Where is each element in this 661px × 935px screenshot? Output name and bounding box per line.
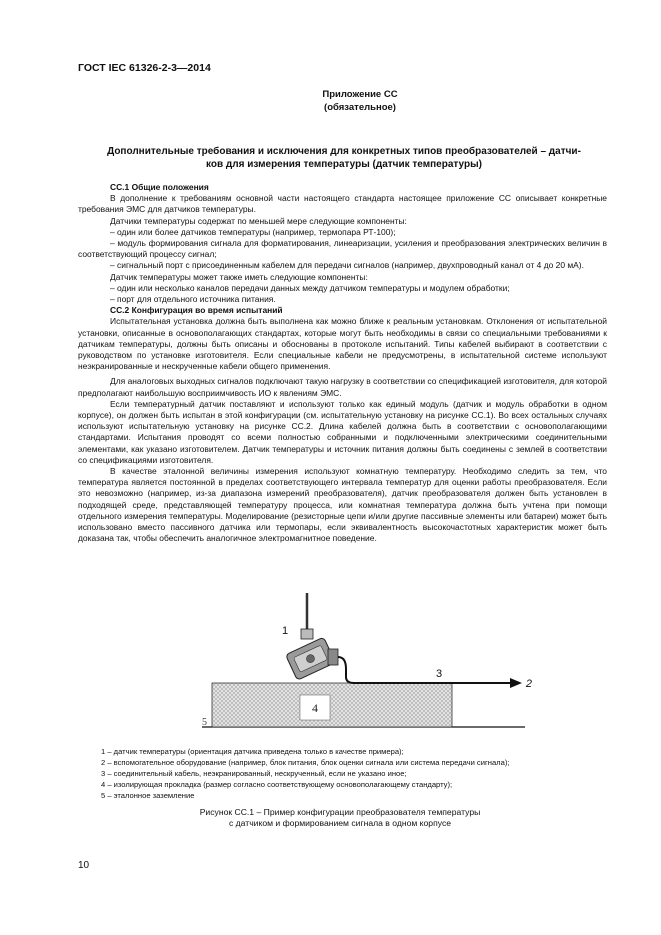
insulating-support [212,683,452,727]
annex-status: (обязательное) [324,102,396,113]
paragraph: Если температурный датчик поставляют и используют только как единый модуль (датчик и модуль обработки в одном корпусе), он должен быть испытан в этой конфигурации (см. испытательную установку на рисунке СС.1). Во всех остальных случаях используют испытательную установку на рисунке СС.2. Длина кабелей должна быть в соответствии с основополагающими стандартами. Испытания проводят со всеми полностью собранными и подключенными электрическими соединительными элементами, как указано изготовителем. Датчик температуры и источник питания должны быть соединены с землей в соответствии со спецификациями изготовителя. [78,398,607,465]
figure-caption-line1: Рисунок СС.1 – Пример конфигурации преобразователя температуры [199,807,481,817]
legend-item: 1 – датчик температуры (ориентация датчика приведена только в качестве примера); [101,747,404,756]
list-item: – один или несколько каналов передачи данных между датчиком температуры и модулем обработки; [110,282,510,293]
standard-header: ГОСТ IEC 61326-2-3—2014 [78,62,211,74]
list-item: – модуль формирования сигнала для форматирования, линеаризации, усиления и преобразования электрических величин в соответствующий процессу сигнал; [78,238,607,260]
list-item: – порт для отдельного источника питания. [110,294,276,305]
figure-cc1 [190,585,530,735]
annex-title: Приложение СС [322,89,398,100]
paragraph: Датчик температуры может также иметь следующие компоненты: [110,271,368,282]
cable-arrow [510,678,522,688]
figure-caption-line2: с датчиком и формированием сигнала в одном корпусе [228,818,452,828]
list-item: – сигнальный порт с присоединенным кабелем для передачи сигналов (например, двухпроводный канал от 4 до 20 мА). [110,260,584,271]
figure-caption [160,807,520,829]
legend-item: 2 – вспомогательное оборудование (например, блок питания, блок оценки сигнала или система передачи сигнала); [101,758,510,767]
paragraph: Датчики температуры содержат по меньшей мере следующие компоненты: [110,215,407,226]
label-5: 5 [202,717,207,728]
page-number: 10 [78,860,90,871]
label-1: 1 [282,625,289,637]
label-4: 4 [312,701,318,715]
list-item: – один или более датчиков температуры (например, термопара РТ-100); [110,226,396,237]
cable-gland [328,649,338,665]
annex-heading-line1: Дополнительные требования и исключения для конкретных типов преобразователей – датчи- [107,146,581,157]
sensor-neck [301,629,313,639]
annex-heading-line2: ков для измерения температуры (датчик температуры) [206,159,482,170]
figure-legend [101,746,621,801]
label-3: 3 [436,668,443,680]
paragraph: В дополнение к требованиям основной части настоящего стандарта настоящее приложение СС описывает конкретные требования ЭМС для датчиков температуры. [78,193,607,215]
label-2: 2 [525,678,532,690]
section-heading-cc2: СС.2 Конфигурация во время испытаний [110,305,283,316]
legend-item: 4 – изолирующая прокладка (размер согласно соответствующему основополагающему стандарту); [101,780,453,789]
paragraph: Испытательная установка должна быть выполнена как можно ближе к реальным установкам. Отклонения от испытательной установки, описанные в основополагающих стандартах, которые могут быть необходимы в связи со специальными требованиями к датчикам температуры, должны быть описаны и обоснованы в протоколе испытаний. Типы кабелей выбирают в соответствии с руководством по установке изготовителя. Если специальные кабели не предусмотрены, в испытательной системе используют неэкранированные и нескрученные кабели общего применения. [78,316,607,372]
legend-item: 3 – соединительный кабель, неэкранированный, нескрученный, если не указано иное; [101,769,407,778]
section-heading-cc1: СС.1 Общие положения [110,182,209,192]
legend-item: 5 – эталонное заземление [101,791,195,800]
paragraph: В качестве эталонной величины измерения используют комнатную температуру. Необходимо следить за тем, что температура является постоянной в пределах соответствующего интервала температур для оценки работы преобразователя. Если это невозможно (например, из-за диапазона измерений преобразователя), датчик преобразователя должен быть установлен в подходящей среде, представляющей температуру процесса, или комнатная температура должна быть учтена при помощи отдельного измерения температуры. Моделирование (резисторные цепи и/или другие пассивные элементы или батареи) может быть использовано вместо пассивного датчика или термопары, если эквивалентность высокочастотных характеристик может быть доказана так, чтобы обеспечить аналогичное электромагнитное поведение. [78,466,607,544]
paragraph: Для аналоговых выходных сигналов подключают такую нагрузку в соответствии со спецификацией изготовителя, для которой предполагают наибольшую восприимчивость ИО к явлениям ЭМС. [78,376,607,398]
connecting-cable [338,657,510,683]
annex-heading [84,145,604,171]
body-text [78,182,607,545]
